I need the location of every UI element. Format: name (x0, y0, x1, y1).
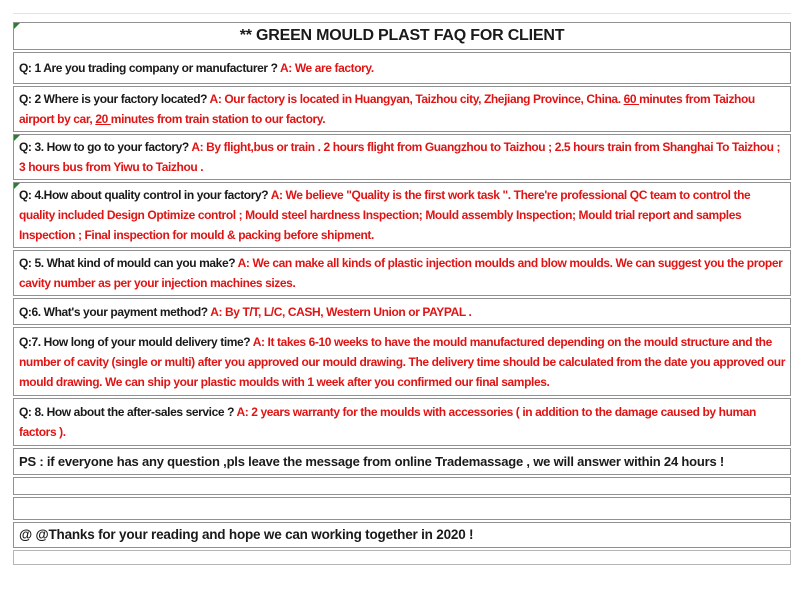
empty-row (13, 550, 791, 565)
ps-note-text: PS : if everyone has any question ,pls leave the message from online Trademassage , we will answer within 24 hours ! (19, 453, 725, 469)
page-title: ** GREEN MOULD PLAST FAQ FOR CLIENT (239, 27, 565, 44)
underlined-value: 20 (95, 112, 111, 126)
faq-row-5 (13, 250, 791, 296)
answer-text: A: 2 years warranty for the moulds with accessories ( in addition to the damage caused by human factors ). (19, 405, 756, 439)
empty-row (13, 477, 791, 495)
underlined-value: 60 (623, 92, 640, 106)
question-text: Q:7. How long of your mould delivery time? (19, 334, 253, 349)
question-text: Q: 2 Where is your factory located? (19, 92, 210, 106)
question-text: Q: 4.How about quality control in your factory? (19, 188, 271, 202)
cell-corner-marker-icon (14, 135, 20, 141)
faq-row-4 (13, 182, 791, 248)
ps-note-row (13, 448, 791, 475)
question-text: Q: 8. How about the after-sales service ? (19, 405, 237, 419)
question-text: Q: 3. How to go to your factory? (19, 140, 192, 154)
question-text: Q:6. What's your payment method? (19, 304, 211, 319)
closing-note-row (13, 522, 791, 548)
answer-text: A: It takes 6-10 weeks to have the mould manufactured depending on the mould structure and the number of cavity (single or multi) after you approved our mould drawing. The delivery time should be calculated from the date you approved our mould drawing. We can ship your plastic moulds with 1 week after you confirmed our final samples. (19, 334, 785, 389)
closing-note-text: @ @Thanks for your reading and hope we can working together in 2020 ! (19, 527, 474, 542)
faq-row-6 (13, 298, 791, 325)
faint-top-rule (13, 13, 791, 14)
answer-text: A: We can make all kinds of plastic injection moulds and blow moulds. We can suggest you the proper cavity number as per your injection machines sizes. (19, 256, 783, 290)
answer-text: A: By T/T, L/C, CASH, Western Union or PAYPAL . (210, 304, 472, 319)
answer-text: A: By flight,bus or train . 2 hours flight from Guangzhou to Taizhou ; 2.5 hours train from Shanghai To Taizhou ; 3 hours bus from Yiwu to Taizhou . (19, 140, 781, 174)
faq-row-3 (13, 134, 791, 180)
answer-text: A: We are factory. (280, 61, 374, 75)
question-text: Q: 5. What kind of mould can you make? (19, 256, 238, 270)
faq-row-1 (13, 52, 791, 84)
faq-row-2 (13, 86, 791, 132)
faq-sheet (13, 22, 791, 565)
cell-corner-marker-icon (14, 183, 20, 189)
answer-text: A: We believe "Quality is the first work task ". There're professional QC team to control the quality included Design Optimize control ; Mould steel hardness Inspection; Mould assembly Inspection; Mould trial report and samples Inspection ; Final inspection for mould & packing before shipment. (19, 188, 751, 242)
sheet-title-cell (13, 22, 791, 50)
cell-corner-marker-icon (14, 23, 20, 29)
empty-row (13, 497, 791, 520)
faq-row-7 (13, 327, 791, 396)
faq-row-8 (13, 398, 791, 446)
question-text: Q: 1 Are you trading company or manufacturer ? (19, 61, 281, 75)
answer-text: A: Our factory is located in Huangyan, Taizhou city, Zhejiang Province, China. 60 minutes from Taizhou airport by car, 20 minutes from train station to our factory. (19, 92, 755, 126)
